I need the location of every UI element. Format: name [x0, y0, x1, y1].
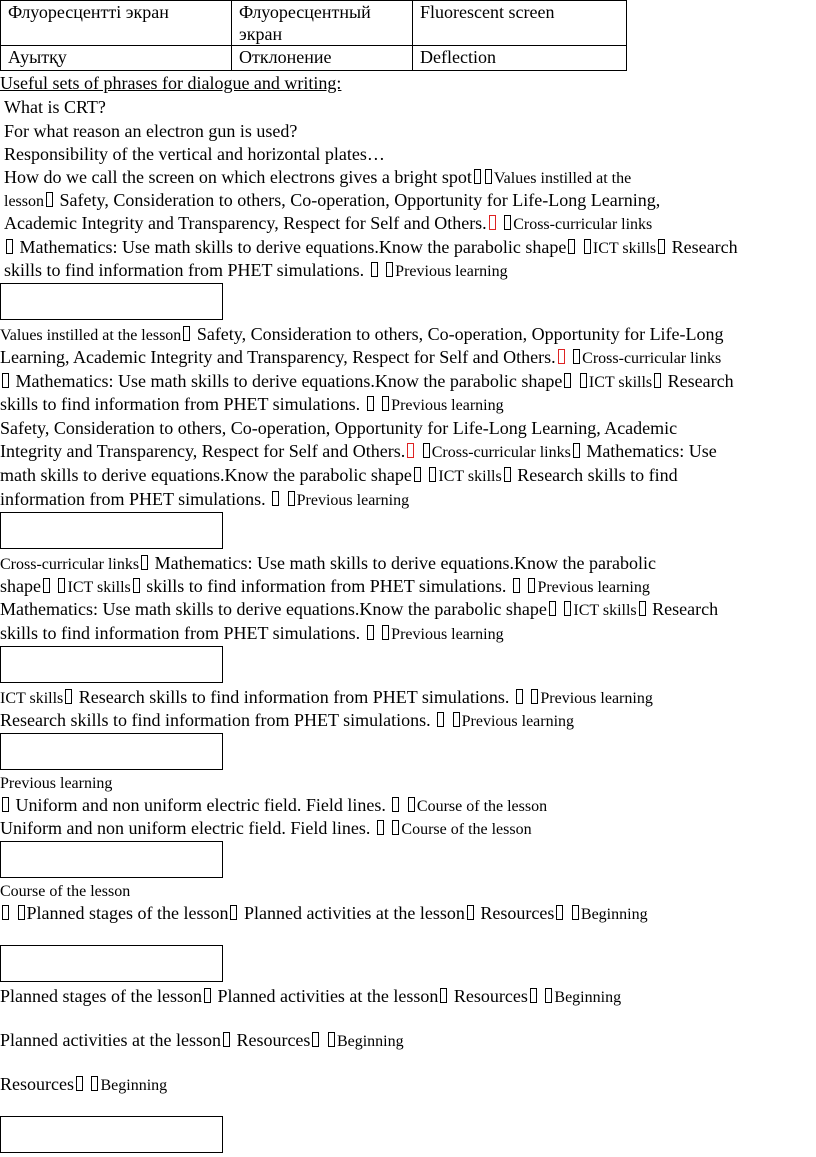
text-span: Planned stages of the lesson: [0, 986, 202, 1006]
text-line: [4, 236, 738, 260]
empty-box: [0, 512, 223, 549]
glyph-box-icon: [573, 349, 580, 364]
glyph-box-icon: [392, 797, 399, 812]
text-span: skills to find information from PHET simulations.: [4, 260, 365, 280]
glyph-box-icon: [556, 905, 563, 920]
glyph-box-icon: [639, 601, 646, 616]
glyph-box-icon: [414, 467, 421, 482]
text-span: Mathematics: Use math skills to derive equations.Know the parabolic shape: [0, 599, 547, 619]
glyph-box-icon: [141, 555, 148, 570]
glyph-box-icon: [371, 262, 378, 277]
glyph-box-icon: [392, 820, 399, 835]
text-span: Research skills to find information from PHET simulations.: [0, 710, 431, 730]
text-line: [0, 393, 504, 417]
empty-box: [0, 283, 223, 320]
glyph-box-icon: [407, 443, 414, 458]
text-span: Uniform and non uniform electric field. Field lines.: [0, 818, 371, 838]
text-span: Beginning: [580, 906, 648, 923]
vocabulary-table: [0, 0, 627, 71]
glyph-box-icon: [2, 797, 9, 812]
table-cell: Ауытқу: [1, 46, 232, 71]
text-span: ICT skills: [0, 690, 64, 707]
text-span: math skills to derive equations.Know the parabolic shape: [0, 465, 412, 485]
glyph-box-icon: [584, 239, 591, 254]
text-line: [4, 212, 652, 236]
text-span: Mathematics: Use: [586, 441, 717, 461]
empty-box: [0, 733, 223, 770]
glyph-box-icon: [658, 239, 665, 254]
text-span: Course of the lesson: [401, 821, 532, 838]
text-span: Beginning: [100, 1077, 168, 1094]
glyph-box-icon: [504, 467, 511, 482]
text-span: Academic Integrity and Transparency, Respect for Self and Others.: [4, 213, 487, 233]
text-line: [0, 794, 547, 818]
text-line: [0, 598, 718, 622]
text-line: [0, 902, 648, 926]
glyph-box-icon: [46, 192, 53, 207]
text-span: Integrity and Transparency, Respect for Self and Others.: [0, 441, 406, 461]
text-span: skills to find information from PHET simulations.: [146, 576, 507, 596]
text-line: [0, 817, 532, 841]
glyph-box-icon: [223, 1032, 230, 1047]
text-line: [0, 686, 653, 710]
glyph-box-icon: [6, 239, 13, 254]
text-span: Research skills to find information from PHET simulations.: [78, 687, 510, 707]
text-span: Planned activities at the lesson: [217, 986, 439, 1006]
text-span: Previous learning: [391, 626, 504, 643]
text-span: Values instilled at the: [493, 170, 632, 187]
empty-box: [0, 1116, 223, 1153]
glyph-box-icon: [558, 349, 565, 364]
glyph-box-icon: [437, 712, 444, 727]
glyph-box-icon: [18, 905, 25, 920]
text-span: Resources: [236, 1030, 311, 1050]
text-span: Cross-curricular links: [0, 556, 140, 573]
text-line: [4, 259, 508, 283]
text-span: Beginning: [554, 989, 622, 1006]
glyph-box-icon: [528, 578, 535, 593]
text-line: [4, 189, 660, 213]
glyph-box-icon: [58, 578, 65, 593]
glyph-box-icon: [531, 689, 538, 704]
glyph-box-icon: [183, 326, 190, 341]
glyph-box-icon: [377, 820, 384, 835]
glyph-box-icon: [204, 988, 211, 1003]
glyph-box-icon: [2, 373, 9, 388]
glyph-box-icon: [382, 625, 389, 640]
text-line: [0, 440, 717, 464]
text-line: Course of the lesson: [0, 883, 131, 900]
table-cell: Флуоресцентті экран: [1, 1, 232, 46]
glyph-box-icon: [580, 373, 587, 388]
glyph-box-icon: [429, 467, 436, 482]
text-line: Previous learning: [0, 775, 113, 792]
phrase-item: What is CRT?: [4, 97, 106, 117]
text-line: [0, 346, 721, 370]
text-line: [0, 622, 504, 646]
glyph-box-icon: [549, 601, 556, 616]
glyph-box-icon: [489, 215, 496, 230]
text-span: Previous learning: [391, 397, 504, 414]
glyph-box-icon: [485, 169, 492, 184]
text-line: Safety, Consideration to others, Co-operation, Opportunity for Life-Long Learning, Academic: [0, 418, 678, 438]
text-span: Cross-curricular links: [431, 444, 571, 461]
text-line: [0, 985, 621, 1009]
text-span: Resources: [480, 903, 555, 923]
glyph-box-icon: [440, 988, 447, 1003]
glyph-box-icon: [654, 373, 661, 388]
text-span: Research: [652, 599, 719, 619]
text-span: Research skills to find: [517, 465, 678, 485]
text-span: Research: [667, 371, 734, 391]
glyph-box-icon: [516, 689, 523, 704]
glyph-box-icon: [65, 689, 72, 704]
text-span: Uniform and non uniform electric field. Field lines.: [15, 795, 386, 815]
text-span: Planned stages of the lesson: [26, 903, 229, 923]
glyph-box-icon: [545, 988, 552, 1003]
glyph-box-icon: [367, 625, 374, 640]
glyph-box-icon: [312, 1032, 319, 1047]
table-row: [1, 1, 627, 46]
empty-box: [0, 841, 223, 878]
glyph-box-icon: [76, 1076, 83, 1091]
text-span: Planned activities at the lesson: [0, 1030, 221, 1050]
text-span: Planned activities at the lesson: [243, 903, 465, 923]
glyph-box-icon: [288, 491, 295, 506]
text-span: Resources: [453, 986, 528, 1006]
glyph-box-icon: [367, 396, 374, 411]
glyph-box-icon: [386, 262, 393, 277]
glyph-box-icon: [572, 905, 579, 920]
text-span: information from PHET simulations.: [0, 489, 266, 509]
empty-box: [0, 945, 223, 982]
text-span: Cross-curricular links: [582, 350, 722, 367]
glyph-box-icon: [272, 491, 279, 506]
text-span: ICT skills: [438, 468, 502, 485]
table-cell: Deflection: [413, 46, 627, 71]
glyph-box-icon: [564, 601, 571, 616]
glyph-box-icon: [513, 578, 520, 593]
text-line: [0, 1029, 404, 1053]
text-span: ICT skills: [67, 579, 131, 596]
text-span: Values instilled at the lesson: [0, 327, 182, 344]
glyph-box-icon: [474, 169, 481, 184]
text-line: [0, 709, 574, 733]
text-span: Learning, Academic Integrity and Transparency, Respect for Self and Others.: [0, 347, 556, 367]
text-line: [0, 1073, 167, 1097]
glyph-box-icon: [382, 396, 389, 411]
glyph-box-icon: [43, 578, 50, 593]
glyph-box-icon: [568, 239, 575, 254]
glyph-box-icon: [564, 373, 571, 388]
glyph-box-icon: [530, 988, 537, 1003]
text-line: [0, 552, 656, 576]
text-line: [0, 464, 678, 488]
table-cell: Отклонение: [232, 46, 413, 71]
text-span: Course of the lesson: [416, 798, 548, 815]
glyph-box-icon: [453, 712, 460, 727]
text-span: Mathematics: Use math skills to derive equations.Know the parabolic shape: [15, 371, 563, 391]
glyph-box-icon: [573, 443, 580, 458]
text-span: Mathematics: Use math skills to derive equations.Know the parabolic: [154, 553, 656, 573]
text-span: ICT skills: [592, 240, 657, 257]
phrase-item: For what reason an electron gun is used?: [4, 121, 298, 141]
text-span: Mathematics: Use math skills to derive equations.Know the parabolic shape: [19, 237, 567, 257]
text-span: Previous learning: [540, 690, 653, 707]
text-line: [0, 323, 724, 347]
text-span: Research: [671, 237, 738, 257]
text-span: Safety, Consideration to others, Co-operation, Opportunity for Life-Long Learning,: [59, 190, 661, 210]
table-cell: Флуоресцентный экран: [232, 1, 413, 46]
phrase-item: [4, 166, 631, 190]
table-cell: Fluorescent screen: [413, 1, 627, 46]
text-span: Previous learning: [296, 492, 410, 509]
glyph-box-icon: [91, 1076, 98, 1091]
empty-box: [0, 646, 223, 683]
text-span: Previous learning: [537, 579, 650, 596]
glyph-box-icon: [504, 215, 511, 230]
text-span: Safety, Consideration to others, Co-operation, Opportunity for Life-Long: [196, 324, 724, 344]
glyph-box-icon: [2, 905, 9, 920]
text-span: How do we call the screen on which electrons gives a bright spot: [4, 167, 472, 187]
phrase-item: Responsibility of the vertical and horizontal plates…: [4, 144, 385, 164]
text-line: [0, 370, 734, 394]
glyph-box-icon: [408, 797, 415, 812]
text-span: lesson: [4, 193, 44, 210]
glyph-box-icon: [133, 578, 140, 593]
table-row: [1, 46, 627, 71]
phrases-heading: Useful sets of phrases for dialogue and writing:: [0, 73, 342, 93]
glyph-box-icon: [230, 905, 237, 920]
text-span: Previous learning: [461, 713, 575, 730]
text-span: Previous learning: [395, 263, 508, 280]
text-span: ICT skills: [573, 602, 637, 619]
text-line: [0, 488, 409, 512]
text-span: ICT skills: [588, 374, 653, 391]
text-span: Resources: [0, 1074, 74, 1094]
text-line: [0, 575, 650, 599]
text-span: Beginning: [336, 1033, 404, 1050]
text-span: skills to find information from PHET simulations.: [0, 623, 361, 643]
text-span: Cross-curricular links: [513, 216, 653, 233]
glyph-box-icon: [423, 443, 430, 458]
glyph-box-icon: [328, 1032, 335, 1047]
text-span: skills to find information from PHET simulations.: [0, 394, 361, 414]
glyph-box-icon: [467, 905, 474, 920]
text-span: shape: [0, 576, 41, 596]
